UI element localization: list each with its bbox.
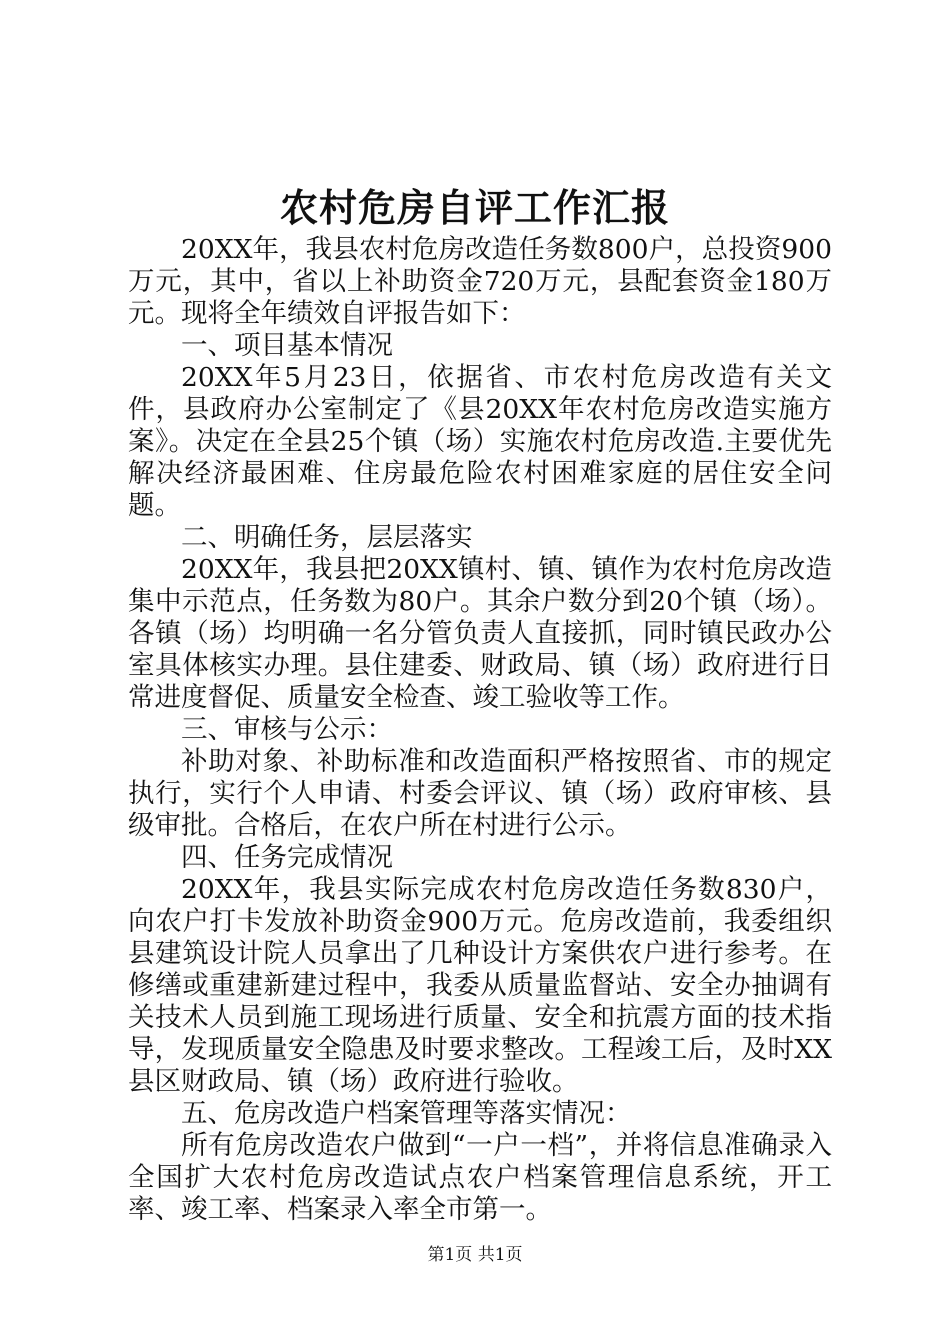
section-heading-3: 三、审核与公示： <box>181 714 393 745</box>
section-heading-2: 二、明确任务，层层落实 <box>181 522 473 553</box>
intro-paragraph: 20XX年，我县农村危房改造任务数800户，总投资900万元，其中，省以上补助资金720万元，县配套资金180万元。现将全年绩效自评报告如下： <box>128 234 832 329</box>
section-heading-4: 四、任务完成情况 <box>181 842 393 873</box>
section-paragraph-3: 补助对象、补助标准和改造面积严格按照省、市的规定执行，实行个人申请、村委会评议、镇（场）政府审核、县级审批。合格后，在农户所在村进行公示。 <box>128 746 832 841</box>
section-heading-5: 五、危房改造户档案管理等落实情况： <box>181 1098 632 1129</box>
document-body <box>128 234 832 1226</box>
section-paragraph-1: 20XX年5月23日，依据省、市农村危房改造有关文件，县政府办公室制定了《县20XX年农村危房改造实施方案》。决定在全县25个镇（场）实施农村危房改造.主要优先解决经济最困难、住房最危险农村困难家庭的居住安全问题。 <box>128 362 832 521</box>
section-paragraph-5: 所有危房改造农户做到“一户一档”，并将信息准确录入全国扩大农村危房改造试点农户档案管理信息系统，开工率、竣工率、档案录入率全市第一。 <box>128 1130 832 1225</box>
section-heading-1: 一、项目基本情况 <box>181 330 393 361</box>
page-number: 第1页 共1页 <box>427 1245 523 1265</box>
section-paragraph-2: 20XX年，我县把20XX镇村、镇、镇作为农村危房改造集中示范点，任务数为80户。其余户数分到20个镇（场）。各镇（场）均明确一名分管负责人直接抓，同时镇民政办公室具体核实办理。县住建委、财政局、镇（场）政府进行日常进度督促、质量安全检查、竣工验收等工作。 <box>128 554 832 713</box>
section-paragraph-4: 20XX年，我县实际完成农村危房改造任务数830户，向农户打卡发放补助资金900万元。危房改造前，我委组织县建筑设计院人员拿出了几种设计方案供农户进行参考。在修缮或重建新建过程中，我委从质量监督站、安全办抽调有关技术人员到施工现场进行质量、安全和抗震方面的技术指导，发现质量安全隐患及时要求整改。工程竣工后，及时XX县区财政局、镇（场）政府进行验收。 <box>128 874 832 1097</box>
document-title: 农村危房自评工作汇报 <box>279 185 670 230</box>
